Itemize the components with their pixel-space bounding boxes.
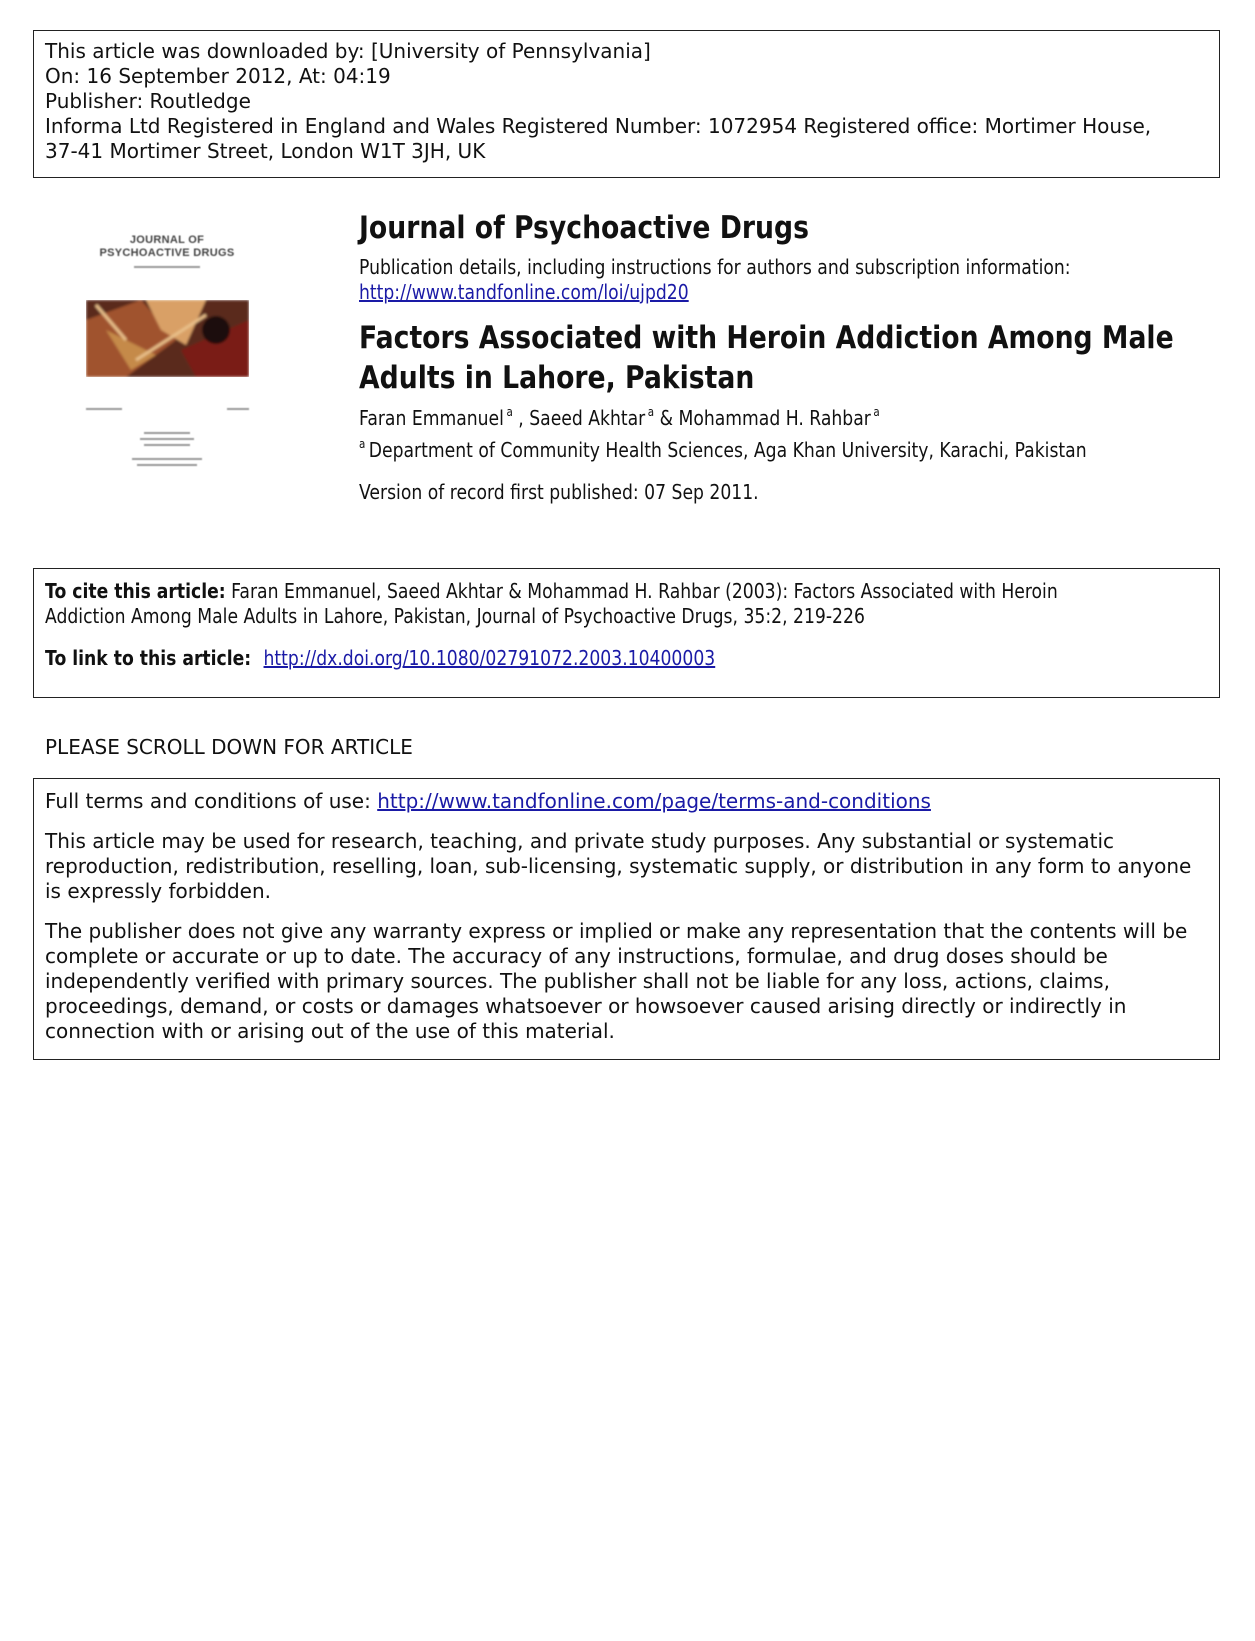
cover-title-line-2: PSYCHOACTIVE DRUGS	[99, 247, 235, 259]
terms-line	[45, 789, 1208, 814]
version-of-record: Version of record first published: 07 Sep 2011.	[359, 480, 759, 504]
authors	[359, 405, 880, 430]
article-title-line-2: Adults in Lahore, Pakistan	[359, 360, 755, 396]
journal-title: Journal of Psychoactive Drugs	[359, 210, 809, 246]
link-line	[45, 646, 715, 670]
affiliation-mark: a	[647, 405, 655, 419]
terms-link[interactable]: http://www.tandfonline.com/page/terms-and-conditions	[377, 789, 931, 813]
cover-artwork	[86, 300, 249, 377]
author-1: Faran Emmanuel	[359, 406, 504, 430]
article-title-line-1: Factors Associated with Heroin Addiction Among Male	[359, 320, 1174, 356]
download-line-4: Informa Ltd Registered in England and Wales Registered Number: 1072954 Registered office: Mortimer House,	[45, 114, 1152, 138]
link-label: To link to this article:	[45, 646, 252, 670]
download-line-1: This article was downloaded by: [University of Pennsylvania]	[45, 39, 651, 63]
journal-cover-image	[72, 220, 262, 510]
cover-editor-line-1	[144, 432, 190, 434]
cover-subtitle-line	[134, 266, 200, 268]
terms-paragraph-1: This article may be used for research, teaching, and private study purposes. Any substantial or systematic reproduction, redistribution, reselling, loan, sub-licensing, systematic supply, or distribution in any form to anyone is expressly forbidden.	[45, 829, 1192, 903]
scroll-down-note: PLEASE SCROLL DOWN FOR ARTICLE	[45, 735, 413, 759]
publication-details: Publication details, including instructions for authors and subscription information:	[359, 255, 1071, 279]
download-line-2: On: 16 September 2012, At: 04:19	[45, 64, 391, 88]
cite-label: To cite this article:	[45, 579, 226, 603]
journal-url-link[interactable]: http://www.tandfonline.com/loi/ujpd20	[359, 280, 689, 304]
download-line-3: Publisher: Routledge	[45, 89, 251, 113]
cite-line-1	[45, 579, 1058, 603]
download-line-5: 37-41 Mortimer Street, London W1T 3JH, UK	[45, 139, 486, 163]
citation-box	[33, 568, 1220, 698]
affiliation-mark: a	[873, 405, 880, 419]
cover-editor-line-2	[140, 438, 194, 440]
terms-box	[33, 778, 1220, 1060]
cover-publisher-line-1	[132, 458, 202, 460]
cover-title-line-1: JOURNAL OF	[129, 234, 205, 246]
cover-publisher-line-2	[137, 464, 197, 466]
terms-paragraph-2: The publisher does not give any warranty express or implied or make any representation that the contents will be complete or accurate or up to date. The accuracy of any instructions, formulae, and drug doses should be independently verified with primary sources. The publisher shall not be liable for any loss, actions, claims, proceedings, demand, or costs or damages whatsoever or howsoever caused arising directly or indirectly in connection with or arising out of the use of this material.	[45, 919, 1188, 1043]
cite-text-1: Faran Emmanuel, Saeed Akhtar & Mohammad H. Rahbar (2003): Factors Associated with Heroin	[231, 579, 1058, 603]
affiliation	[359, 437, 1087, 462]
cover-editor-line-3	[144, 444, 190, 446]
cover-issn-line	[227, 408, 249, 410]
affiliation-mark: a	[359, 437, 366, 451]
affiliation-text: Department of Community Health Sciences, Aga Khan University, Karachi, Pakistan	[368, 438, 1087, 462]
download-notice-box	[33, 30, 1220, 178]
doi-link[interactable]: http://dx.doi.org/10.1080/02791072.2003.10400003	[263, 646, 716, 670]
author-3: & Mohammad H. Rahbar	[659, 406, 871, 430]
author-2: , Saeed Akhtar	[518, 406, 646, 430]
cite-text-2: Addiction Among Male Adults in Lahore, Pakistan, Journal of Psychoactive Drugs, 35:2, 219-226	[45, 604, 865, 628]
cover-volume-line	[86, 408, 122, 410]
affiliation-mark: a	[506, 405, 513, 419]
article-title	[359, 318, 1174, 398]
terms-label: Full terms and conditions of use:	[45, 789, 371, 813]
